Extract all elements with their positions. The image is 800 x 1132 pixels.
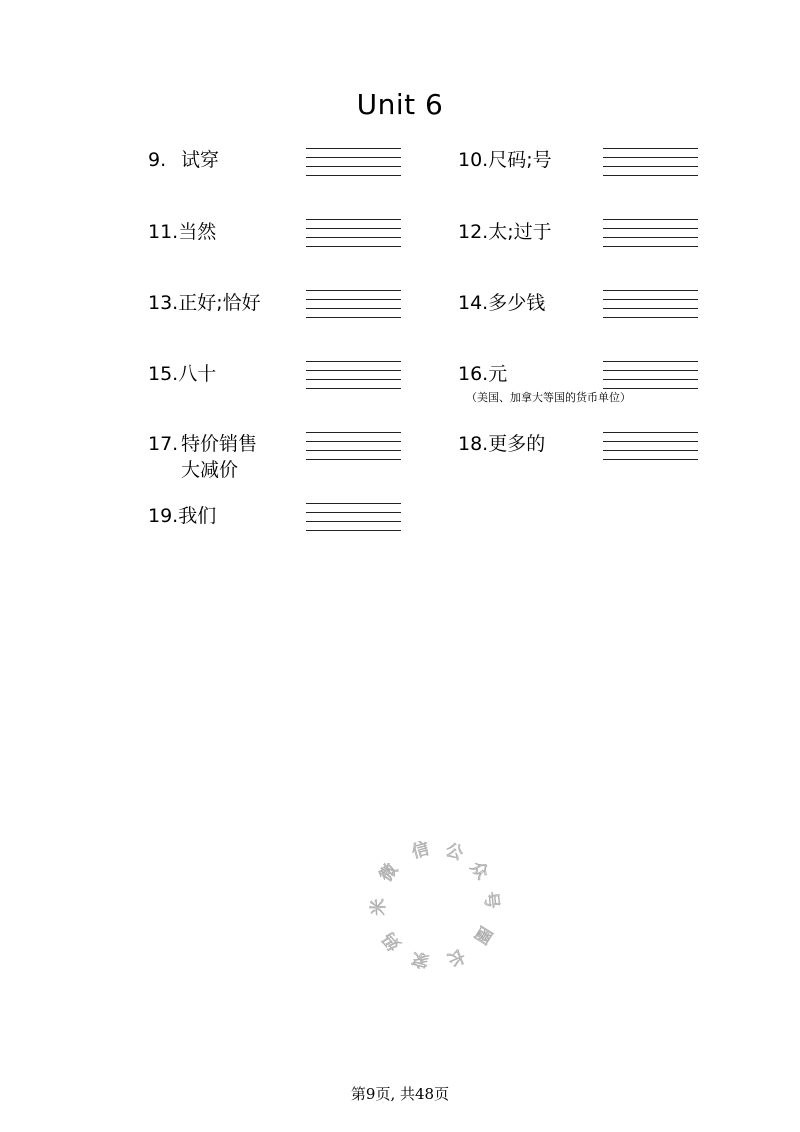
writing-lines[interactable]	[306, 148, 401, 176]
watermark-char: 公	[442, 840, 466, 865]
entry-term: 八十	[178, 363, 217, 385]
entry-term: 更多的	[488, 433, 546, 455]
vocab-entry-16	[458, 361, 507, 387]
watermark-char: 家	[409, 947, 432, 971]
entry-term: 我们	[178, 505, 217, 527]
entry-term: 当然	[178, 221, 217, 243]
watermark-seal	[360, 830, 510, 980]
vocab-entry-18	[458, 431, 545, 457]
writing-lines[interactable]	[603, 361, 698, 389]
entry-note: （美国、加拿大等国的货币单位）	[466, 391, 631, 404]
vocab-entry-19	[148, 503, 216, 529]
writing-lines[interactable]	[603, 148, 698, 176]
page-footer: 第9页, 共48页	[350, 1085, 450, 1103]
entry-number: 9.	[148, 149, 167, 171]
writing-lines[interactable]	[603, 432, 698, 460]
writing-lines[interactable]	[603, 290, 698, 318]
entry-term: 多少钱	[488, 292, 546, 314]
writing-lines[interactable]	[306, 503, 401, 531]
vocab-entry-17	[148, 431, 257, 483]
entry-number: 18.	[458, 433, 489, 455]
entry-number: 11.	[148, 221, 179, 243]
watermark-char: 信	[409, 839, 432, 863]
entry-term: 正好;恰好	[178, 292, 261, 314]
vocab-entry-10	[458, 147, 552, 173]
watermark-char: 圈	[469, 922, 496, 948]
watermark-char: 米	[368, 898, 390, 916]
writing-lines[interactable]	[603, 219, 698, 247]
entry-number: 12.	[458, 221, 489, 243]
entry-number: 15.	[148, 363, 179, 385]
vocab-entry-13	[148, 290, 261, 316]
writing-lines[interactable]	[306, 361, 401, 389]
vocab-entry-15	[148, 361, 216, 387]
entry-term: 特价销售	[181, 433, 258, 455]
watermark-char: 众	[465, 857, 493, 884]
entry-number: 13.	[148, 292, 179, 314]
writing-lines[interactable]	[306, 432, 401, 460]
entry-term: 太;过于	[488, 221, 552, 243]
entry-term: 尺码;号	[488, 149, 552, 171]
entry-term: 元	[488, 363, 508, 385]
watermark-char: 微	[376, 860, 403, 886]
vocab-entry-11	[148, 219, 216, 245]
writing-lines[interactable]	[306, 290, 401, 318]
vocab-entry-12	[458, 219, 552, 245]
entry-number: 14.	[458, 292, 489, 314]
entry-term-line2: 大减价	[181, 459, 239, 481]
watermark-char: 长	[444, 944, 468, 970]
vocab-entry-14	[458, 290, 545, 316]
page-title: Unit 6	[356, 88, 444, 121]
entry-number: 19.	[148, 505, 179, 527]
watermark-char: 妈	[378, 928, 406, 954]
entry-number: 10.	[458, 149, 489, 171]
vocab-entry-9	[148, 147, 219, 173]
watermark-char: 号	[480, 890, 502, 910]
entry-term: 试穿	[181, 149, 220, 171]
entry-number: 16.	[458, 363, 489, 385]
writing-lines[interactable]	[306, 219, 401, 247]
entry-number: 17.	[148, 433, 179, 455]
